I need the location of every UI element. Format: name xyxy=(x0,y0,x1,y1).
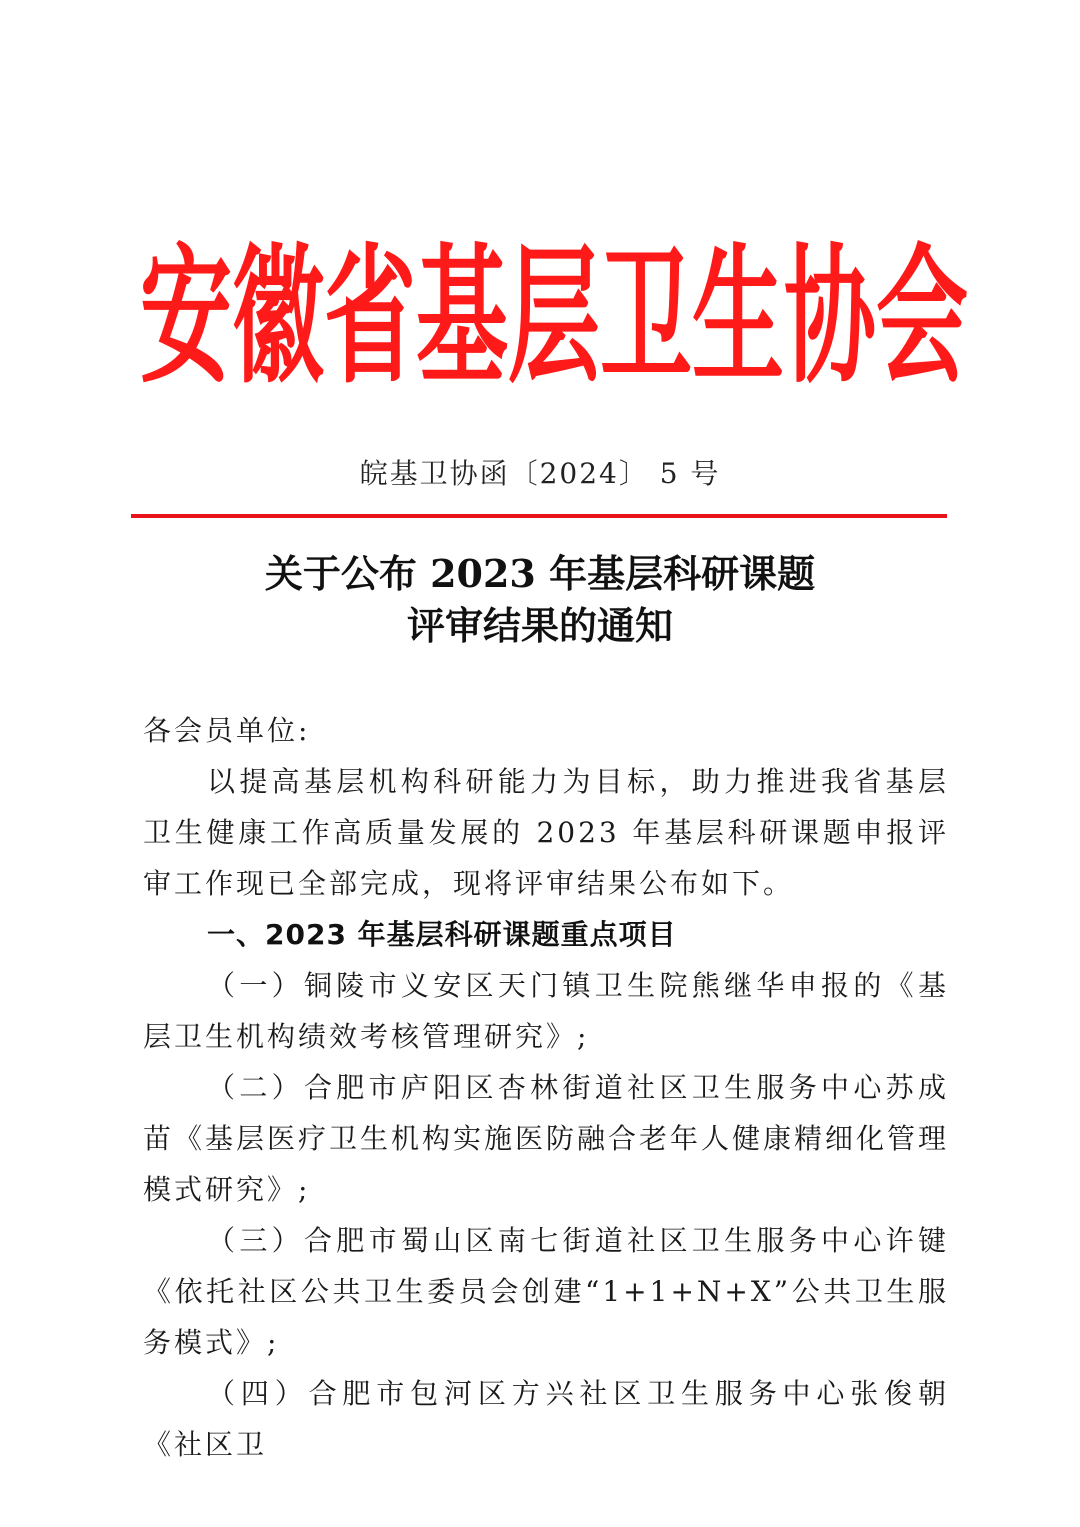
title-line-1: 关于公布 2023 年基层科研课题 xyxy=(264,551,816,596)
red-divider xyxy=(131,514,947,518)
letterhead-char: 协 xyxy=(784,230,877,404)
document-number: 皖基卫协函〔2024〕 5 号 xyxy=(359,457,721,490)
letterhead-char: 省 xyxy=(324,230,417,404)
letterhead-char: 层 xyxy=(508,230,601,404)
letterhead-char: 安 xyxy=(140,230,233,404)
letterhead-char: 卫 xyxy=(600,230,693,404)
section-heading: 一、2023 年基层科研课题重点项目 xyxy=(207,918,677,951)
notice-body xyxy=(143,705,949,1470)
letterhead-char: 基 xyxy=(416,230,509,404)
project-item: （四）合肥市包河区方兴社区卫生服务中心张俊朝《社区卫 xyxy=(143,1377,949,1461)
project-item: （一）铜陵市义安区天门镇卫生院熊继华申报的《基层卫生机构绩效考核管理研究》; xyxy=(143,969,949,1053)
letterhead-char: 徽 xyxy=(232,230,325,404)
intro-paragraph: 以提高基层机构科研能力为目标，助力推进我省基层卫生健康工作高质量发展的 2023 年基层科研课题申报评审工作现已全部完成，现将评审结果公布如下。 xyxy=(143,765,949,900)
letterhead-char: 生 xyxy=(692,230,785,404)
notice-title xyxy=(0,548,1080,652)
salutation: 各会员单位: xyxy=(143,714,311,747)
project-item: （二）合肥市庐阳区杏林街道社区卫生服务中心苏成苗《基层医疗卫生机构实施医防融合老年人健康精细化管理模式研究》; xyxy=(143,1071,950,1206)
title-line-2: 评审结果的通知 xyxy=(406,603,673,648)
letterhead-char: 会 xyxy=(876,230,969,404)
project-item: （三）合肥市蜀山区南七街道社区卫生服务中心许键《依托社区公共卫生委员会创建“1+1+N+X”公共卫生服务模式》; xyxy=(143,1224,949,1359)
org-letterhead xyxy=(140,228,969,408)
